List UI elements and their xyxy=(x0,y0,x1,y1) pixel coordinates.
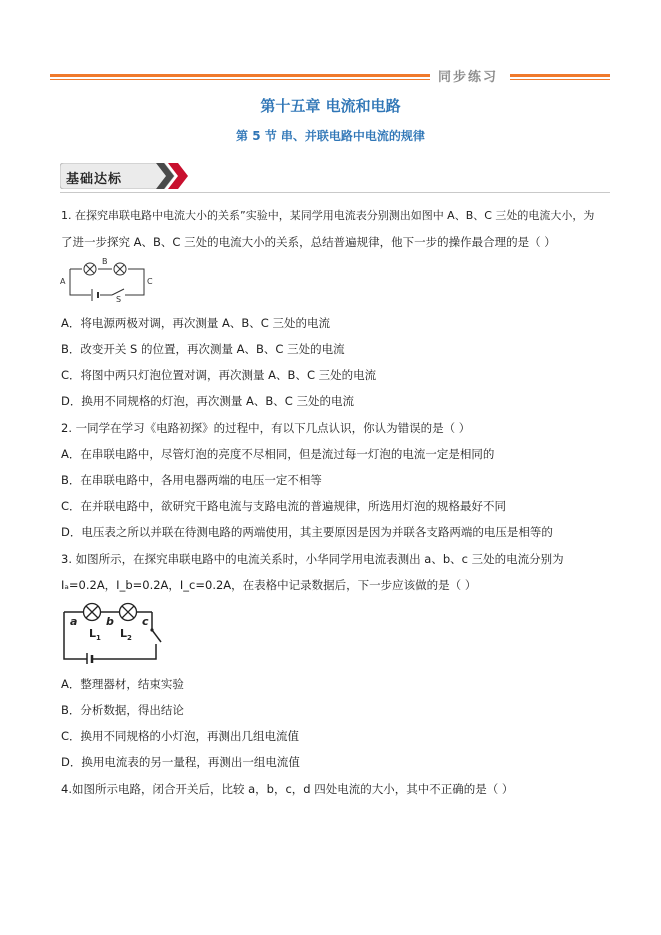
q3-circuit-diagram xyxy=(60,600,164,664)
q3-label-l1: L xyxy=(89,627,97,640)
q3-label-l2: L xyxy=(120,627,128,640)
q1-stem-line2: 了进一步探究 A、B、C 三处的电流大小的关系，总结普遍规律，他下一步的操作最合理的是（ ） xyxy=(61,235,556,249)
badge-underline xyxy=(60,192,610,193)
q3-stem-line2: Iₐ=0.2A，I_b=0.2A，I_c=0.2A，在表格中记录数据后，下一步应该做的是（ ） xyxy=(61,578,477,592)
q2-option-b: B．在串联电路中，各用电器两端的电压一定不相等 xyxy=(61,473,322,487)
q1-label-c: C xyxy=(147,277,153,286)
q3-label-l2-sub: 2 xyxy=(127,634,132,642)
q2-option-d: D．电压表之所以并联在待测电路的两端使用，其主要原因是因为并联各支路两端的电压是相等的 xyxy=(61,525,553,539)
q1-label-s: S xyxy=(116,295,122,302)
q1-stem-line1: 1. 在探究串联电路中电流大小的关系”实验中，某同学用电流表分别测出如图中 A、B、C 三处的电流大小，为 xyxy=(61,209,595,222)
q1-option-d: D．换用不同规格的灯泡，再次测量 A、B、C 三处的电流 xyxy=(61,394,354,408)
q2-option-a: A．在串联电路中，尽管灯泡的亮度不尽相同，但是流过每一灯泡的电流一定是相同的 xyxy=(61,447,495,461)
q3-option-c: C．换用不同规格的小灯泡，再测出几组电流值 xyxy=(61,729,300,743)
header-label: 同步练习 xyxy=(438,70,499,85)
q3-option-d: D．换用电流表的另一量程，再测出一组电流值 xyxy=(61,755,300,769)
q3-stem-line1: 3. 如图所示，在探究串联电路中的电流关系时，小华同学用电流表测出 a、b、c 三处的电流分别为 xyxy=(61,552,564,566)
q3-label-b: b xyxy=(106,615,114,628)
svg-text:L2 xyxy=(120,627,132,642)
q1-circuit-diagram xyxy=(58,258,158,302)
badge-label: 基础达标 xyxy=(66,172,123,187)
q1-bulb-2-icon xyxy=(114,263,126,275)
header-rule-left-thin xyxy=(50,79,430,80)
q3-bulb-l1-icon xyxy=(84,604,101,621)
q1-option-c: C．将图中两只灯泡位置对调，再次测量 A、B、C 三处的电流 xyxy=(61,368,377,382)
q1-bulb-1-icon xyxy=(84,263,96,275)
q3-battery-icon xyxy=(87,653,92,664)
chapter-title: 第十五章 电流和电路 xyxy=(260,97,401,115)
q1-battery-icon xyxy=(92,289,98,301)
svg-text:L1 xyxy=(89,627,101,642)
header-rule-right-thin xyxy=(510,79,610,80)
q1-option-b: B．改变开关 S 的位置，再次测量 A、B、C 三处的电流 xyxy=(61,342,345,356)
q3-label-l1-sub: 1 xyxy=(96,634,101,642)
q3-bulb-l2-icon xyxy=(120,604,137,621)
q3-label-c: c xyxy=(142,615,149,628)
q1-option-a: A．将电源两极对调，再次测量 A、B、C 三处的电流 xyxy=(61,316,330,330)
header-rule-right xyxy=(510,74,610,77)
section-title: 第 5 节 串、并联电路中电流的规律 xyxy=(236,129,425,143)
q3-option-b: B．分析数据，得出结论 xyxy=(61,703,184,717)
q2-option-c: C．在并联电路中，欲研究干路电流与支路电流的普遍规律，所选用灯泡的规格最好不同 xyxy=(61,499,507,513)
q1-label-b: B xyxy=(102,258,108,266)
q3-label-a: a xyxy=(70,615,78,628)
q3-option-a: A．整理器材，结束实验 xyxy=(61,677,184,691)
header-rule-left xyxy=(50,74,430,77)
q1-label-a: A xyxy=(60,277,66,286)
q4-stem: 4.如图所示电路，闭合开关后，比较 a，b，c，d 四处电流的大小，其中不正确的是（ ） xyxy=(61,782,514,796)
q2-stem: 2. 一同学在学习《电路初探》的过程中，有以下几点认识，你认为错误的是（ ） xyxy=(61,421,471,435)
